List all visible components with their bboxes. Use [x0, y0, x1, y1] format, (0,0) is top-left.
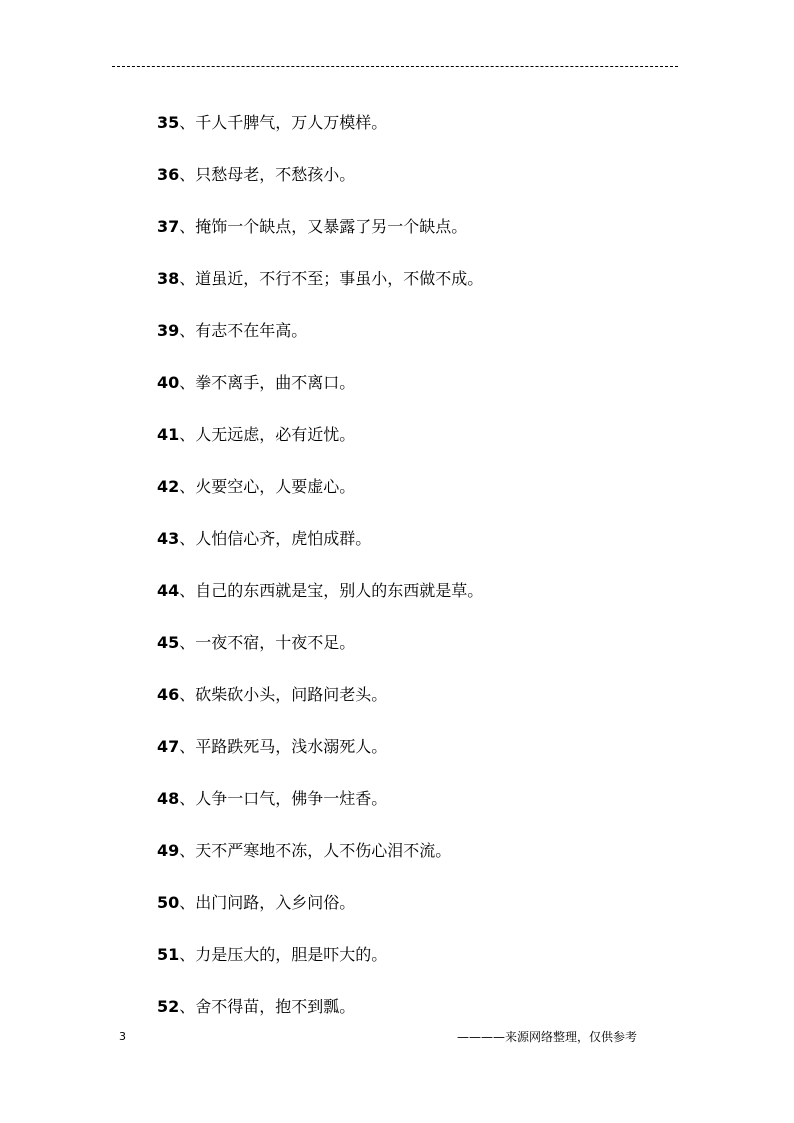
proverb-text: 舍不得苗，抱不到瓢。 — [195, 997, 356, 1016]
proverb-separator: 、 — [179, 373, 196, 392]
proverb-number: 37 — [157, 217, 180, 236]
proverb-item — [157, 160, 483, 212]
proverb-item — [157, 680, 483, 732]
proverb-separator: 、 — [179, 477, 196, 496]
proverb-number: 51 — [157, 945, 180, 964]
proverb-number: 52 — [157, 997, 180, 1016]
proverb-number: 43 — [157, 529, 180, 548]
proverb-number: 40 — [157, 373, 180, 392]
proverb-item — [157, 420, 483, 472]
proverb-item — [157, 524, 483, 576]
proverb-separator: 、 — [179, 633, 196, 652]
proverb-number: 42 — [157, 477, 180, 496]
proverb-text: 出门问路，入乡问俗。 — [195, 893, 356, 912]
proverb-text: 掩饰一个缺点，又暴露了另一个缺点。 — [195, 217, 468, 236]
proverb-text: 砍柴砍小头，问路问老头。 — [195, 685, 388, 704]
footer-note: ————来源网络整理，仅供参考 — [457, 1030, 638, 1044]
proverb-number: 45 — [157, 633, 180, 652]
proverb-item — [157, 940, 483, 992]
header-divider — [112, 66, 678, 67]
proverb-text: 平路跌死马，浅水溺死人。 — [195, 737, 388, 756]
proverb-item — [157, 732, 483, 784]
proverb-number: 41 — [157, 425, 180, 444]
proverb-item — [157, 368, 483, 420]
proverb-number: 49 — [157, 841, 180, 860]
proverb-item — [157, 108, 483, 160]
proverb-separator: 、 — [179, 893, 196, 912]
proverb-number: 39 — [157, 321, 180, 340]
proverb-text: 千人千脾气，万人万模样。 — [195, 113, 388, 132]
proverb-number: 36 — [157, 165, 180, 184]
proverb-text: 人争一口气，佛争一炷香。 — [195, 789, 388, 808]
proverb-text: 火要空心，人要虚心。 — [195, 477, 356, 496]
proverb-item — [157, 836, 483, 888]
proverb-text: 只愁母老，不愁孩小。 — [195, 165, 356, 184]
proverb-item — [157, 576, 483, 628]
proverb-list — [157, 108, 483, 1044]
proverb-text: 人无远虑，必有近忧。 — [195, 425, 356, 444]
proverb-separator: 、 — [179, 529, 196, 548]
proverb-separator: 、 — [179, 269, 196, 288]
proverb-number: 48 — [157, 789, 180, 808]
proverb-number: 46 — [157, 685, 180, 704]
proverb-item — [157, 212, 483, 264]
proverb-separator: 、 — [179, 425, 196, 444]
proverb-separator: 、 — [179, 841, 196, 860]
proverb-number: 35 — [157, 113, 180, 132]
proverb-item — [157, 472, 483, 524]
proverb-text: 人怕信心齐，虎怕成群。 — [195, 529, 372, 548]
proverb-separator: 、 — [179, 581, 196, 600]
proverb-separator: 、 — [179, 113, 196, 132]
proverb-text: 天不严寒地不冻，人不伤心泪不流。 — [195, 841, 452, 860]
proverb-text: 一夜不宿，十夜不足。 — [195, 633, 356, 652]
proverb-item — [157, 628, 483, 680]
proverb-item — [157, 784, 483, 836]
proverb-text: 拳不离手，曲不离口。 — [195, 373, 356, 392]
proverb-number: 50 — [157, 893, 180, 912]
proverb-text: 自己的东西就是宝，别人的东西就是草。 — [195, 581, 484, 600]
proverb-text: 有志不在年高。 — [195, 321, 308, 340]
proverb-item — [157, 992, 483, 1044]
proverb-separator: 、 — [179, 321, 196, 340]
proverb-separator: 、 — [179, 217, 196, 236]
proverb-separator: 、 — [179, 685, 196, 704]
proverb-separator: 、 — [179, 737, 196, 756]
page-number: 3 — [119, 1030, 126, 1043]
proverb-item — [157, 888, 483, 940]
proverb-separator: 、 — [179, 165, 196, 184]
proverb-separator: 、 — [179, 945, 196, 964]
proverb-separator: 、 — [179, 789, 196, 808]
proverb-text: 力是压大的，胆是吓大的。 — [195, 945, 388, 964]
proverb-item — [157, 316, 483, 368]
proverb-number: 38 — [157, 269, 180, 288]
proverb-item — [157, 264, 483, 316]
proverb-text: 道虽近，不行不至；事虽小，不做不成。 — [195, 269, 484, 288]
proverb-number: 47 — [157, 737, 180, 756]
proverb-separator: 、 — [179, 997, 196, 1016]
proverb-number: 44 — [157, 581, 180, 600]
